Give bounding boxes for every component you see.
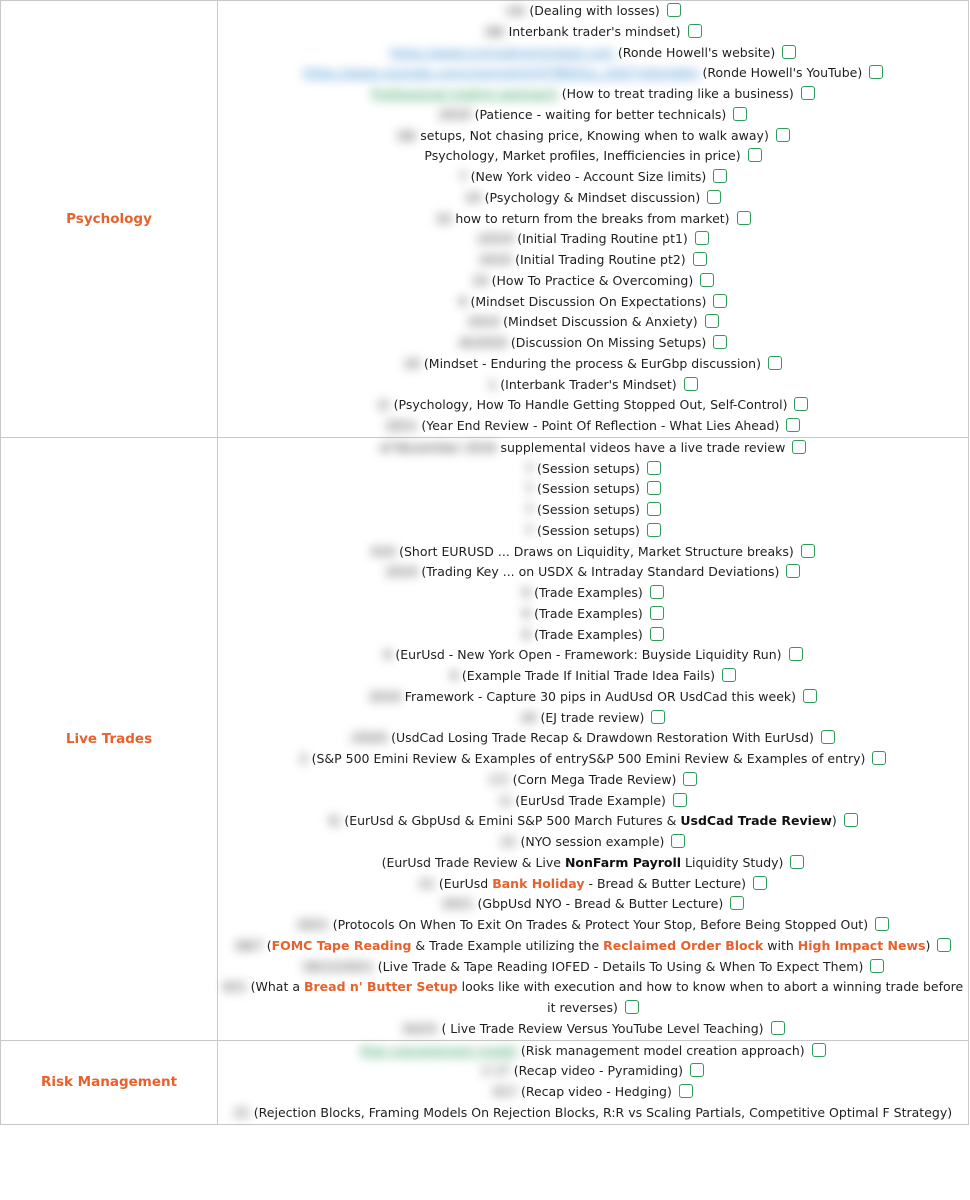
item-text: (How To Practice & Overcoming) (491, 272, 694, 288)
blurred-date: 7 (525, 460, 534, 476)
blurred-date: 7 (458, 169, 467, 184)
checkbox[interactable] (801, 544, 815, 558)
item-text: supplemental videos have a live trade review (500, 439, 786, 455)
list-item (218, 188, 968, 209)
checkbox[interactable] (647, 523, 661, 537)
blurred-date: 18/ (396, 127, 417, 143)
item-text: (EurUsd Trade Review & Live (381, 854, 565, 870)
item-text: (Mindset - Enduring the process & EurGbp discussion) (423, 355, 761, 371)
blurred-date: 21 (233, 1104, 250, 1120)
item-highlight: UsdCad Trade Review (680, 813, 832, 829)
item-text: (Session setups) (537, 481, 640, 497)
blurred-date: 2019 (438, 106, 471, 122)
item-list (218, 1040, 969, 1124)
item-text: (Mindset Discussion On Expectations) (470, 293, 707, 309)
list-item (218, 666, 968, 687)
blurred-date: 1 (488, 376, 497, 392)
blurred-date: 9 (522, 605, 531, 621)
list-item (218, 271, 968, 292)
checkbox[interactable] (684, 377, 698, 391)
item-highlight: NonFarm Payroll (564, 854, 682, 870)
list-item (218, 728, 968, 749)
blurred-date: 14/ (505, 3, 526, 18)
item-link[interactable]: Risk management model (360, 1042, 517, 1058)
blurred-date: 20 (520, 709, 537, 725)
list-item (218, 459, 968, 480)
checkbox[interactable] (771, 1021, 785, 1035)
checkbox[interactable] (647, 502, 661, 516)
list-item (218, 354, 968, 375)
blurred-date: /2019 (477, 231, 514, 247)
item-highlight: Bank Holiday (492, 875, 585, 891)
checkbox[interactable] (650, 606, 664, 620)
checkbox[interactable] (650, 585, 664, 599)
blurred-date: 2/ (377, 397, 390, 413)
section-row (1, 1, 969, 438)
blurred-date: 16/22 (401, 1020, 438, 1036)
blurred-date: 7 (525, 502, 534, 517)
list-item (218, 936, 968, 957)
checkbox[interactable] (651, 710, 665, 724)
item-text: with (763, 937, 798, 953)
list-item (218, 977, 968, 1019)
blurred-date: 2 17 (481, 1063, 510, 1079)
checkbox[interactable] (690, 1063, 704, 1077)
list-item (218, 853, 968, 874)
blurred-date: 2019 (368, 688, 401, 704)
item-text: (EJ trade review) (540, 709, 645, 725)
blurred-date: 2021 (296, 917, 329, 932)
list-item (218, 1061, 968, 1082)
checkbox[interactable] (748, 148, 762, 162)
checkbox[interactable] (844, 813, 858, 827)
checkbox[interactable] (875, 917, 889, 931)
item-link[interactable]: https://www.mytradingmindset.com (389, 44, 614, 60)
checkbox[interactable] (776, 128, 790, 142)
checkbox[interactable] (730, 896, 744, 910)
list-item (218, 63, 968, 84)
checkbox[interactable] (790, 855, 804, 869)
list-item (218, 749, 968, 770)
item-text: (Session setups) (537, 522, 640, 538)
blurred-date: of November 2016 (379, 439, 497, 455)
list-item (218, 604, 968, 625)
checkbox[interactable] (753, 876, 767, 890)
item-text: & Trade Example utilizing the (411, 937, 604, 953)
item-link[interactable]: https://www.youtube.com/channel/UCETBN5Gu_jz0Z7vDzmbKg (302, 65, 699, 81)
item-list (218, 437, 969, 1040)
list-item (218, 542, 968, 563)
blurred-date: /2020 (351, 730, 388, 746)
checkbox[interactable] (801, 86, 815, 100)
list-item (218, 333, 968, 354)
item-text: (New York video - Account Size limits) (470, 169, 707, 184)
item-text: ) (831, 813, 837, 829)
item-text: (EurUsd (438, 875, 493, 891)
checkbox[interactable] (713, 294, 727, 308)
item-text: (Dealing with losses) (529, 3, 660, 18)
checkbox[interactable] (733, 107, 747, 121)
item-link[interactable]: Professional trading approach (371, 86, 558, 101)
blurred-date: 21 (500, 834, 517, 849)
blurred-date: 9 (458, 293, 467, 309)
item-highlight: Reclaimed Order Block (603, 937, 764, 953)
list-item (218, 416, 968, 437)
checkbox[interactable] (679, 1084, 693, 1098)
list-item (218, 562, 968, 583)
checkbox[interactable] (647, 481, 661, 495)
list-item (218, 521, 968, 542)
item-text: (Initial Trading Routine pt1) (517, 231, 688, 247)
blurred-date: 10 (435, 210, 452, 226)
blurred-date: 5/ (328, 813, 341, 829)
item-text: (EurUsd Trade Example) (515, 792, 666, 808)
item-text: (UsdCad Losing Trade Recap & Drawdown Restoration With EurUsd) (391, 730, 814, 746)
blurred-date: 20 (404, 355, 420, 371)
item-text: (Session setups) (537, 460, 640, 476)
list-item (218, 1, 968, 22)
category-label: Risk Management (1, 1040, 218, 1124)
item-text: (Mindset Discussion & Anxiety) (503, 314, 698, 330)
item-text: (Psychology & Mindset discussion) (484, 189, 701, 205)
section-row (1, 1040, 969, 1124)
list-item (218, 832, 968, 853)
item-text: (Session setups) (537, 502, 640, 517)
item-text: (Risk management model creation approach) (520, 1042, 805, 1058)
item-text: Framework - Capture 30 pips in AudUsd OR UsdCad this week) (404, 688, 797, 704)
checkbox[interactable] (937, 938, 951, 952)
item-text: (S&P 500 Emini Review & Examples of entryS&P 500 Emini Review & Examples of entry) (311, 751, 866, 766)
blurred-date: 18/12/2021 (301, 958, 374, 974)
blurred-date: 2019 (467, 314, 500, 330)
list-item (218, 250, 968, 271)
list-item (218, 583, 968, 604)
checkbox[interactable] (869, 65, 883, 79)
item-text: (Trading Key ... on USDX & Intraday Standard Deviations) (421, 564, 780, 580)
item-text: (How to treat trading like a business) (561, 86, 794, 101)
list-item (218, 645, 968, 666)
section-row (1, 437, 969, 1040)
item-text: (Short EURUSD ... Draws on Liquidity, Market Structure breaks) (399, 543, 794, 559)
checkbox[interactable] (722, 668, 736, 682)
blurred-date: 017 (493, 1084, 517, 1099)
blurred-date: 019 (371, 543, 396, 559)
checkbox[interactable] (789, 647, 803, 661)
list-item (218, 811, 968, 832)
category-label: Psychology (1, 1, 218, 438)
list-item (218, 1082, 968, 1103)
blurred-date: 21 (418, 875, 435, 891)
item-text: (Recap video - Hedging) (520, 1084, 672, 1099)
blurred-date: /6/2020 (458, 335, 507, 350)
item-text: (Trade Examples) (534, 585, 643, 600)
checkbox[interactable] (792, 440, 806, 454)
list-item (218, 209, 968, 230)
item-text: ( (266, 937, 272, 953)
item-highlight: FOMC Tape Reading (271, 937, 412, 953)
list-item (218, 957, 968, 978)
checkbox[interactable] (707, 190, 721, 204)
blurred-date: 7 (525, 522, 534, 538)
blurred-date: 19 (471, 272, 488, 288)
blurred-date: 19 (464, 189, 481, 205)
list-item (218, 229, 968, 250)
checkbox[interactable] (812, 1043, 826, 1057)
blurred-date: 2019 (479, 252, 512, 267)
item-text: (Ronde Howell's YouTube) (702, 65, 863, 81)
item-text: setups, Not chasing price, Knowing when to walk away) (420, 127, 769, 143)
item-list (218, 1, 969, 438)
blurred-date: 9 (522, 585, 531, 600)
list-item (218, 708, 968, 729)
checkbox[interactable] (625, 1000, 639, 1014)
item-text: (Live Trade & Tape Reading IOFED - Details To Using & When To Expect Them) (377, 958, 864, 974)
list-item (218, 874, 968, 895)
checkbox[interactable] (786, 418, 800, 432)
blurred-date: 9 (449, 668, 458, 683)
checkbox[interactable] (803, 689, 817, 703)
checkbox[interactable] (705, 314, 719, 328)
checkbox[interactable] (688, 24, 702, 38)
item-text: (Year End Review - Point Of Reflection - What Lies Ahead) (421, 418, 780, 433)
item-text: (What a (250, 979, 304, 995)
blurred-date: 28/7 (234, 937, 263, 953)
list-item (218, 43, 968, 64)
blurred-date: 9 (522, 626, 531, 642)
list-item (218, 375, 968, 396)
checkbox[interactable] (673, 793, 687, 807)
item-text: Liquidity Study) (681, 854, 784, 870)
item-text: (Discussion On Missing Setups) (510, 335, 707, 350)
list-item (218, 22, 968, 43)
item-text: how to return from the breaks from market) (455, 210, 730, 226)
list-item (218, 105, 968, 126)
item-text: (Example Trade If Initial Trade Idea Fails) (461, 668, 715, 683)
list-item (218, 1103, 968, 1124)
item-text: (Psychology, How To Handle Getting Stopped Out, Self-Control) (393, 397, 788, 413)
list-item (218, 894, 968, 915)
list-item (218, 395, 968, 416)
list-item (218, 438, 968, 459)
checkbox[interactable] (713, 169, 727, 183)
blurred-date: 2021 (441, 896, 474, 912)
checkbox[interactable] (821, 730, 835, 744)
item-text: (NYO session example) (520, 834, 665, 849)
checkbox[interactable] (695, 231, 709, 245)
item-text: (EurUsd - New York Open - Framework: Buyside Liquidity Run) (395, 647, 782, 663)
item-text: (Rejection Blocks, Framing Models On Rejection Blocks, R:R vs Scaling Partials, Competitive Optimal F Strategy) (253, 1104, 953, 1120)
blurred-date: 7 (525, 481, 534, 497)
item-text: (Trade Examples) (534, 626, 643, 642)
item-text: - Bread & Butter Lecture) (584, 875, 747, 891)
blurred-date: 021 (222, 979, 247, 995)
blurred-date: 17/ (488, 771, 509, 787)
list-item (218, 312, 968, 333)
list-item (218, 84, 968, 105)
blurred-date: 9 (383, 647, 392, 663)
checkbox[interactable] (671, 834, 685, 848)
list-item (218, 915, 968, 936)
checkbox[interactable] (693, 252, 707, 266)
checkbox[interactable] (683, 772, 697, 786)
checkbox[interactable] (647, 461, 661, 475)
item-text: (Patience - waiting for better technicals) (474, 106, 727, 122)
checkbox[interactable] (786, 564, 800, 578)
list-item (218, 687, 968, 708)
blurred-date: 2 (299, 751, 308, 766)
list-item (218, 500, 968, 521)
item-text: (Initial Trading Routine pt2) (515, 252, 686, 267)
item-text: (Recap video - Pyramiding) (513, 1063, 684, 1079)
checkbox[interactable] (872, 751, 886, 765)
checkbox[interactable] (737, 211, 751, 225)
item-highlight: High Impact News (797, 937, 926, 953)
item-text: (Interbank Trader's Mindset) (500, 376, 677, 392)
item-text: (Protocols On When To Exit On Trades & Protect Your Stop, Before Being Stopped Out) (332, 917, 869, 932)
item-text: (Ronde Howell's website) (617, 44, 776, 60)
blurred-date: 2021 (385, 418, 418, 433)
checkbox[interactable] (794, 397, 808, 411)
item-text: Interbank trader's mindset) (508, 23, 681, 39)
category-label: Live Trades (1, 437, 218, 1040)
list-item (218, 791, 968, 812)
list-item (218, 770, 968, 791)
list-item (218, 625, 968, 646)
list-item (218, 1019, 968, 1040)
item-text: (GbpUsd NYO - Bread & Butter Lecture) (477, 896, 724, 912)
checkbox[interactable] (700, 273, 714, 287)
item-text: Psychology, Market profiles, Inefficiencies in price) (424, 148, 741, 164)
item-text: ) (925, 937, 931, 953)
list-item (218, 167, 968, 188)
list-item (218, 126, 968, 147)
checkbox[interactable] (870, 959, 884, 973)
item-text: (EurUsd & GbpUsd & Emini S&P 500 March Futures & (344, 813, 681, 829)
list-item (218, 479, 968, 500)
checkbox[interactable] (782, 45, 796, 59)
item-text: (Trade Examples) (534, 605, 643, 621)
list-item (218, 292, 968, 313)
item-text: ( Live Trade Review Versus YouTube Level Teaching) (441, 1020, 764, 1036)
list-item (218, 146, 968, 167)
checkbox[interactable] (713, 335, 727, 349)
checkbox[interactable] (667, 3, 681, 17)
blurred-date: 28/ (484, 23, 505, 39)
blurred-date: 2019 (385, 564, 418, 580)
checkbox[interactable] (650, 627, 664, 641)
checkbox[interactable] (768, 356, 782, 370)
list-item (218, 1041, 968, 1062)
item-highlight: Bread n' Butter Setup (303, 979, 458, 995)
blurred-date: 1/ (499, 792, 512, 808)
item-text: looks like with execution and how to know when to abort a winning trade before it reverses) (457, 979, 964, 1015)
item-text: (Corn Mega Trade Review) (512, 771, 677, 787)
